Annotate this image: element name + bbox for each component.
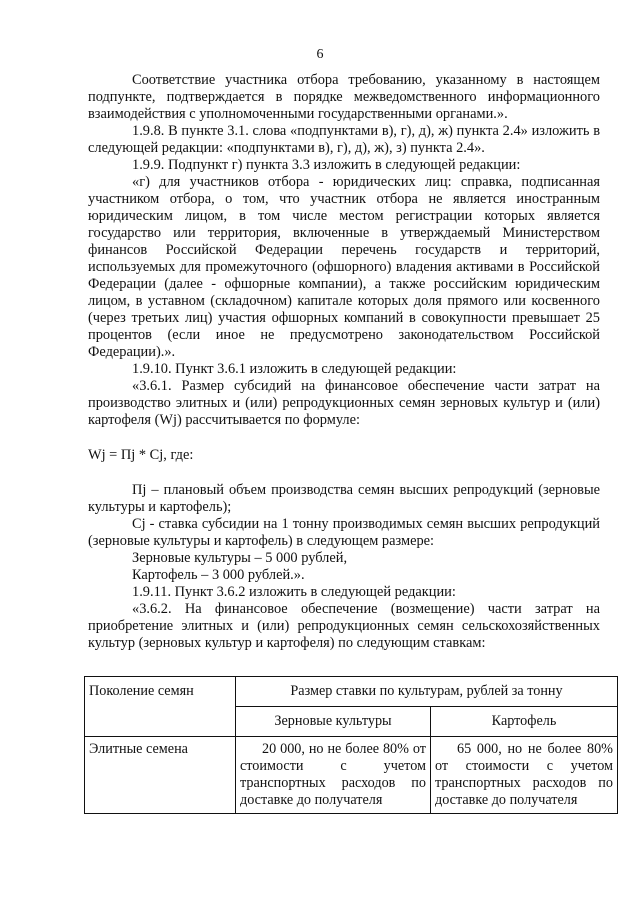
rate-grain: Зерновые культуры – 5 000 рублей, (132, 550, 348, 566)
table-header-row (85, 677, 618, 707)
paragraph-3-6-1: «3.6.1. Размер субсидий на финансовое обеспечение части затрат на производство элитных и (или) репродукционных семян зерновых культур и (или) картофеля (Wj) рассчитывается по формуле: (88, 378, 600, 428)
table-row (85, 737, 618, 814)
header-rate-group: Размер ставки по культурам, рублей за тонну (236, 677, 618, 707)
header-seed-generation: Поколение семян (85, 677, 236, 737)
rates-table (84, 676, 618, 814)
rate-potato: Картофель – 3 000 рублей.». (132, 567, 305, 583)
header-grain: Зерновые культуры (236, 707, 431, 737)
cell-potato-rate: 65 000, но не более 80% от стоимости с учетом транспортных расходов по доставке до получателя (431, 737, 618, 814)
document-body (88, 72, 600, 652)
formula: Wj = Пj * Cj, где: (88, 447, 194, 463)
paragraph-1-9-11: 1.9.11. Пункт 3.6.2 изложить в следующей редакции: (132, 584, 456, 600)
page-number: 6 (316, 47, 324, 62)
paragraph-pj-definition: Пj – плановый объем производства семян высших репродукций (зерновые культуры и картофель); (88, 482, 600, 515)
paragraph-3-6-2: «3.6.2. На финансовое обеспечение (возмещение) части затрат на приобретение элитных и (или) репродукционных семян сельскохозяйственных культур (зерновых культур и картофеля) по следующим ставкам: (88, 601, 600, 651)
row-label-elite-seeds: Элитные семена (85, 737, 236, 814)
paragraph-subpoint-g: «г) для участников отбора - юридических лиц: справка, подписанная участником отбора, о том, что участник отбора не является иностранным юридическим лицом, в том числе местом регистрации которых является государство или территория, включенные в утверждаемый Министерством финансов Российской Федерации перечень государств и территорий, используемых для промежуточного (офшорного) владения активами в Российской Федерации (далее - офшорные компании), а также российским юридическим лицом, в уставном (складочном) капитале которых доля прямого или косвенного (через третьих лиц) участия офшорных компаний в совокупности превышает 25 процентов (если иное не предусмотрено законодательством Российской Федерации).». (88, 174, 600, 360)
paragraph-1-9-10: 1.9.10. Пункт 3.6.1 изложить в следующей редакции: (132, 361, 457, 377)
paragraph-1-9-8: 1.9.8. В пункте 3.1. слова «подпунктами в), г), д), ж) пункта 2.4» изложить в следующей редакции: «подпунктами в), г), д), ж), з) пункта 2.4». (88, 123, 600, 156)
paragraph-compliance: Соответствие участника отбора требованию, указанному в настоящем подпункте, подтверждается в порядке межведомственного информационного взаимодействия с уполномоченными государственными органами.». (88, 72, 600, 122)
header-potato: Картофель (431, 707, 618, 737)
paragraph-1-9-9: 1.9.9. Подпункт г) пункта 3.3 изложить в следующей редакции: (132, 157, 521, 173)
cell-grain-rate: 20 000, но не более 80% от стоимости с учетом транспортных расходов по доставке до получателя (236, 737, 431, 814)
paragraph-cj-definition: Cj - ставка субсидии на 1 тонну производимых семян высших репродукций (зерновые культуры и картофель) в следующем размере: (88, 516, 600, 549)
